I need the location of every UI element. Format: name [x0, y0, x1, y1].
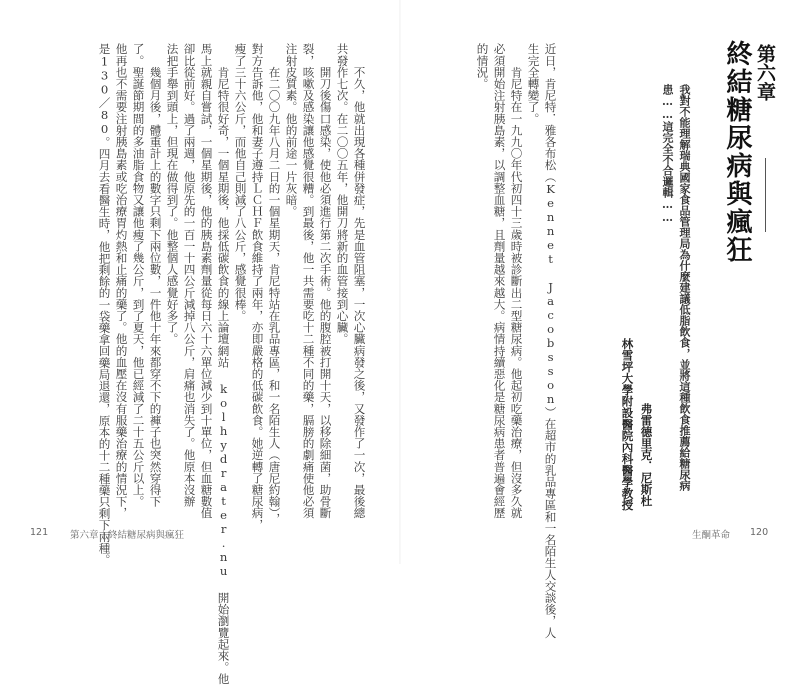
body-column: 卻比從前好。過了兩週，他原先的一百一十四公斤減掉八公斤，肩痛也消失了。他原本沒辦 — [182, 43, 197, 507]
epigraph-line: 我對不能理解瑞典國家食品管理局為什麼建議低脂飲食，並將這種飲食推薦給糖尿病 — [678, 84, 691, 491]
body-column: 在二〇〇九年八月二日的一個星期天，肯尼特站在乳品專區，和一名陌生人（唐尼約翰）， — [267, 43, 282, 525]
running-header: 第六章｜終結糖尿病與瘋狂 — [70, 530, 185, 541]
page-number: 121 — [30, 527, 49, 538]
left-page — [0, 0, 398, 685]
body-column: 必須開始注射胰島素，以調整血糖，且劑量越來越大。病情持續惡化是糖尿病患者普遍會經歷 — [492, 43, 507, 519]
body-column: 瘦了三十六公斤，而他自己則減了八公斤，感覺很棒。 — [233, 43, 248, 322]
body-column: 共發作七次。在二〇〇五年，他開刀將新的血管接到心臟。 — [335, 43, 350, 345]
book-gutter — [399, 0, 401, 564]
body-column: 近日，肯尼特．雅各布松（Kennet Jacobsson）在超市的乳品專區和一名陌生人交談後，人 — [543, 43, 558, 639]
body-column: 生完全轉變了。 — [526, 43, 541, 125]
body-column: 裂，咳嗽及感染讓他感覺很糟。到最後，他一共需要吃十二種不同的藥，膈膀的劇痛使他必須 — [301, 43, 316, 519]
body-column: 幾個月後，體重計上的數字只剩下兩位數，一件他十年來都穿不下的褲子也突然穿得下 — [148, 43, 163, 507]
body-column: 注射皮質素。他的前途一片灰暗。 — [284, 43, 299, 217]
chapter-title: 終結糖尿病與瘋狂 — [722, 40, 752, 264]
epigraph-line: 患……這完全不合邏輯…… — [661, 84, 674, 224]
body-column: 馬上就親自嘗試，一個星期後，他的胰島素劑量從每日六十六單位減少到十單位，但血糖數值 — [199, 43, 214, 519]
epigraph-attribution-affiliation: 林雪坪大學附設醫院內科醫學教授 — [620, 338, 635, 511]
body-column: 的情況。 — [475, 43, 490, 90]
body-column: 對方告訴他，他和妻子遵持ＬＣＨＦ飲食維持了兩年，亦即嚴格的低碳飲食。她逆轉了糖尿病， — [250, 43, 265, 531]
body-column: 開刀後傷口感染，使他必須進行第二次手術。他的腹腔被打開十天，以移除細菌，助骨斷 — [318, 43, 333, 519]
chapter-label: 第六章 — [754, 44, 776, 101]
running-header: 生酮革命 — [692, 530, 731, 541]
right-page — [402, 0, 800, 639]
body-column: 他再也不需要注射胰島素或吃治療胃灼熱和止痛的藥了。他的血壓在沒有服藥治療的情況下， — [114, 43, 129, 519]
chapter-rule — [765, 158, 766, 232]
page-number: 120 — [750, 527, 769, 538]
body-column: 法把手舉到頭上，但現在做得到了。他整個人感覺好多了。 — [165, 43, 180, 345]
body-column: 肯尼特很好奇，一個星期後，他採低碳飲食的線上論壇網站 kolhydrater.nu 開始瀏覽起來。他 — [216, 43, 231, 685]
body-column: 了。聖誕節期間的多油脂食物又讓他瘦了幾公斤，到了夏天，他已經減了二十五公斤以上。 — [131, 43, 146, 507]
body-column: 是130／80。四月去看醫生時，他把剩餘的一袋藥拿回藥局退還，原本的十二種藥只剩下兩種。 — [97, 43, 112, 566]
body-column: 肯尼特在一九九〇年代初四十三歲時被診斷出二型糖尿病。他起初吃藥治療，但沒多久就 — [509, 43, 524, 519]
epigraph-attribution-name: 弗雷德里克．尼斯杜 — [639, 403, 654, 507]
body-column: 不久，他就出現各種併發症，先是血管阻塞，一次心臟病發之後，又發作了一次，最後總 — [352, 43, 367, 519]
